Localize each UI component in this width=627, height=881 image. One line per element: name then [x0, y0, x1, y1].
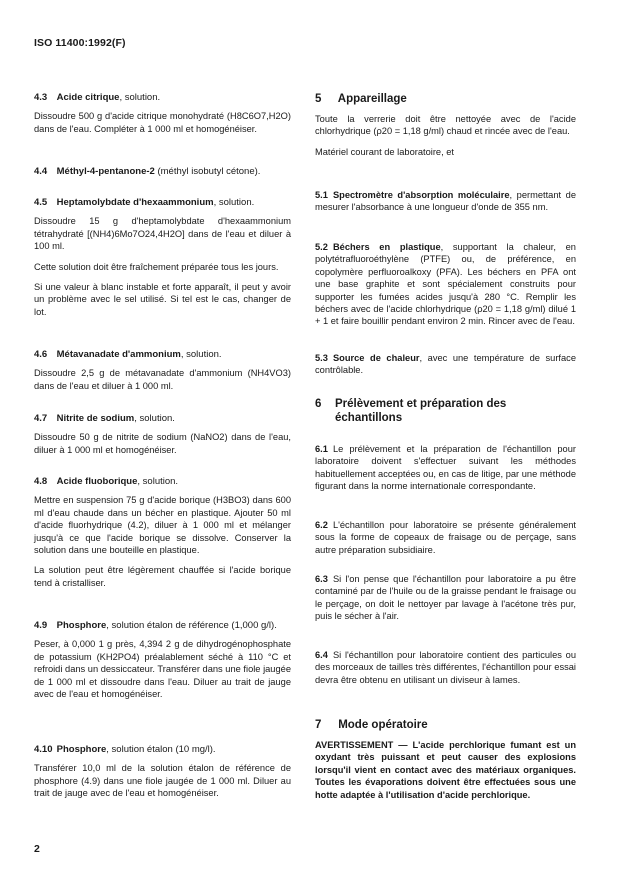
section-text: Le prélèvement et la préparation de l'échantillon pour laboratoire doivent s'effectuer suivant les méthodes habituellement acceptées ou, en cas de litige, par une méthode figurant dans la norme internationale correspondante.	[315, 444, 577, 492]
section-4-9	[34, 620, 291, 708]
section-subtitle: (méthyl isobutyl cétone).	[154, 166, 261, 177]
section-subtitle: , solution.	[134, 413, 175, 424]
paragraph: Mettre en suspension 75 g d'acide borique (H3BO3) dans 600 ml d'eau chaude dans un bécher en plastique. Ajouter 50 ml d'acide fluorhydrique (4.2), diluer à 1 000 ml et mélanger jusqu'à ce que l'acide borique se dissolve. Conserver la solution dans une bouteille en plastique.	[34, 495, 291, 556]
section-number: 6.4	[315, 650, 328, 660]
section-4-4	[34, 166, 291, 184]
paragraph: Transférer 10,0 ml de la solution étalon de référence de phosphore (4.9) dans une fiole jaugée de 1 000 ml. Diluer au trait de jauge avec de l'eau et homogénéiser.	[34, 763, 291, 799]
section-4-8	[34, 476, 291, 597]
page-header: ISO 11400:1992(F)	[34, 37, 126, 49]
section-4-5	[34, 197, 291, 326]
section-5-2	[315, 241, 576, 336]
section-number: 6.2	[315, 520, 328, 530]
section-subtitle: , solution.	[119, 92, 161, 103]
paragraph: Dissoudre 15 g d'heptamolybdate d'hexaammonium tétrahydraté [(NH4)6Mo7O24,4H2O] dans de l'eau et diluer à 100 ml.	[34, 216, 291, 252]
section-4-6	[34, 349, 291, 400]
section-number: 5	[315, 93, 322, 105]
paragraph: Cette solution doit être fraîchement préparée tous les jours.	[34, 261, 279, 272]
section-subtitle: , solution.	[137, 476, 179, 487]
paragraph: La solution peut être légèrement chauffée si l'acide borique tend à cristalliser.	[34, 565, 291, 588]
section-6-3	[315, 573, 576, 631]
section-title: Appareillage	[337, 93, 407, 105]
section-number: 6.1	[315, 444, 328, 454]
section-number: 4.6	[34, 349, 48, 360]
paragraph: Matériel courant de laboratoire, et	[315, 146, 455, 157]
section-title: Béchers en plastique	[332, 242, 441, 252]
section-title: Source de chaleur	[332, 353, 420, 363]
paragraph: Dissoudre 500 g d'acide citrique monohydraté (H8C6O7,H2O) dans de l'eau. Compléter à 1 000 ml et homogénéiser.	[34, 111, 291, 134]
section-6	[315, 397, 576, 432]
paragraph: Peser, à 0,000 1 g près, 4,394 2 g de dihydrogénophosphate de potassium (KH2PO4) préalablement séché à 110 °C et refroidi dans un dessiccateur. Transférer dans une fiole jaugée de 1 000 ml et dissoudre dans l'eau. Diluer au trait de jauge avec de l'eau et homogénéiser.	[34, 639, 291, 700]
section-subtitle: , solution.	[180, 349, 222, 360]
section-6-2	[315, 519, 576, 564]
section-number: 5.3	[315, 353, 328, 363]
paragraph: Toute la verrerie doit être nettoyée avec de l'acide chlorhydrique (ρ20 = 1,18 g/ml) chaud et rincée avec de l'eau.	[315, 114, 576, 137]
section-title: Phosphore	[56, 744, 107, 755]
section-number: 4.3	[34, 92, 48, 103]
section-number: 5.1	[315, 190, 328, 200]
section-number: 6	[315, 398, 322, 410]
section-text: Si l'échantillon pour laboratoire contient des particules ou des morceaux de tailles très différentes, l'échantillon pour essai devra être obtenu en utilisant un diviseur à lames.	[315, 650, 576, 685]
paragraph: Dissoudre 2,5 g de métavanadate d'ammonium (NH4VO3) dans de l'eau et diluer à 1 000 ml.	[34, 368, 291, 391]
section-5	[315, 92, 576, 166]
section-title: Nitrite de sodium	[56, 413, 135, 424]
section-title: Métavanadate d'ammonium	[56, 349, 181, 360]
warning-paragraph: AVERTISSEMENT — L'acide perchlorique fumant est un oxydant très puissant et peut causer des explosions lorsqu'il vient en contact avec des matériaux organiques. Toutes les évaporations doivent être effectuées sous une hotte adaptée à l'utilisation d'acide perchlorique.	[315, 740, 576, 800]
section-subtitle: , solution étalon (10 mg/l).	[106, 744, 216, 755]
section-number: 4.9	[34, 620, 48, 631]
section-title: Prélèvement et préparation des échantillons	[335, 398, 507, 424]
section-number: 5.2	[315, 242, 328, 252]
section-subtitle: , solution étalon de référence (1,000 g/l).	[106, 620, 277, 631]
paragraph: Dissoudre 50 g de nitrite de sodium (NaNO2) dans de l'eau, diluer à 1 000 ml et homogénéiser.	[34, 432, 291, 455]
section-title: Mode opératoire	[338, 719, 428, 731]
page-number: 2	[34, 843, 40, 855]
section-number: 4.4	[34, 166, 48, 177]
section-5-1	[315, 189, 576, 222]
section-subtitle: , solution.	[213, 197, 255, 208]
section-text: , avec une température de surface contrôlable.	[315, 353, 576, 376]
section-number: 4.7	[34, 413, 48, 424]
section-title: Phosphore	[56, 620, 107, 631]
section-title: Acide citrique	[56, 92, 120, 103]
section-number: 4.5	[34, 197, 48, 208]
section-text: L'échantillon pour laboratoire se présente généralement sous la forme de copeaux de fraisage ou de perçage, sans autre préparation subsidiaire.	[315, 520, 576, 555]
section-number: 4.10	[34, 744, 53, 755]
paragraph: Si une valeur à blanc instable et forte apparaît, il peut y avoir un problème avec le sel utilisé. Si tel est le cas, changer de lot.	[34, 282, 291, 317]
section-6-1	[315, 443, 576, 501]
section-text: , permettant de mesurer l'absorbance à une longueur d'onde de 355 nm.	[315, 190, 576, 213]
section-title: Acide fluoborique	[56, 476, 138, 487]
section-6-4	[315, 649, 576, 694]
section-7	[315, 718, 576, 801]
section-4-7	[34, 413, 291, 464]
section-title: Spectromètre d'absorption moléculaire	[332, 190, 510, 200]
section-number: 4.8	[34, 476, 48, 487]
section-text: , supportant la chaleur, en polytétrafluoroéthylène (PTFE) ou, de préférence, en copolymère perfluoroalkoxy (PFA). Les béchers en PFA ont une base graphite et sont spécialement construits pour supporter les fumées acides jusqu'à 280 °C. Remplir les béchers avec de l'acide chlorhydrique (ρ20 = 1,18 g/ml) dilué 1 + 1 et faire bouillir pendant environ 2 min. Rincer avec de l'eau.	[315, 242, 576, 327]
section-number: 6.3	[315, 574, 328, 584]
section-title: Méthyl-4-pentanone-2	[56, 166, 155, 177]
section-text: Si l'on pense que l'échantillon pour laboratoire a pu être contaminé par de l'huile ou de la graisse pendant le fraisage ou le perçage, on doit le nettoyer par lavage à l'acétone très pur, puis le sécher à l'air.	[315, 574, 576, 622]
section-5-3	[315, 352, 576, 385]
section-title: Heptamolybdate d'hexaammonium	[56, 197, 214, 208]
section-4-10	[34, 744, 291, 808]
section-4-3	[34, 92, 291, 143]
section-number: 7	[315, 719, 322, 731]
